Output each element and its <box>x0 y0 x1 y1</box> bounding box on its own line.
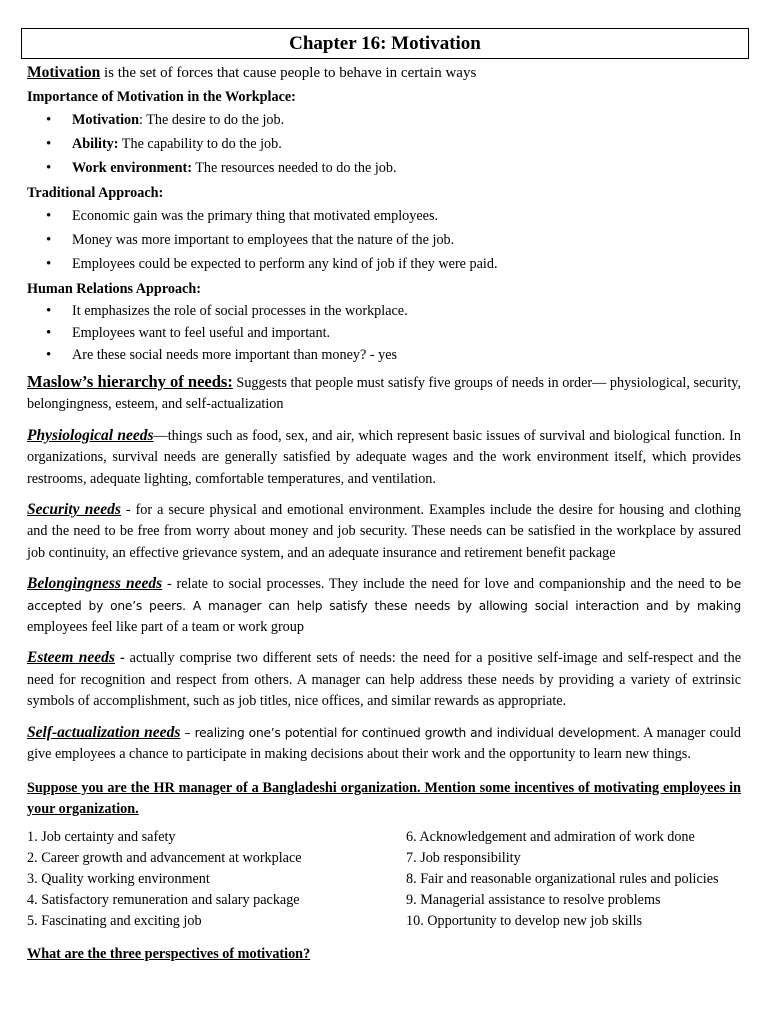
list-item: 8. Fair and reasonable organizational rules and policies <box>406 870 719 887</box>
list-item: 1. Job certainty and safety <box>27 828 176 845</box>
item-label: Work environment: <box>72 160 192 176</box>
document-page <box>27 0 741 965</box>
physiological-term: Physiological needs <box>27 426 154 444</box>
belongingness-term: Belongingness needs <box>27 575 163 593</box>
belongingness-text-sans: to be accepted by one’s peers. A manager can help satisfy these needs by allowing social interaction and by making <box>27 577 741 613</box>
item-label: Ability: <box>72 136 119 152</box>
list-item: • Economic gain was the primary thing that motivated employees. <box>27 204 741 228</box>
security-paragraph <box>27 499 741 564</box>
motivation-definition <box>27 62 741 84</box>
maslow-text: Suggests that people must satisfy five groups of needs in order— physiological, security, belongingness, esteem, and self-actualization <box>27 375 741 413</box>
list-item: • Employees could be expected to perform any kind of job if they were paid. <box>27 252 741 276</box>
belongingness-paragraph <box>27 573 741 638</box>
list-item: • Money was more important to employees that the nature of the job. <box>27 228 741 252</box>
esteem-term: Esteem needs <box>27 649 115 667</box>
importance-list <box>27 108 741 180</box>
physiological-paragraph <box>27 425 741 490</box>
incentives-left-column <box>27 827 406 933</box>
list-item: • Employees want to feel useful and important. <box>27 322 741 344</box>
list-item: 6. Acknowledgement and admiration of work done <box>406 828 695 845</box>
list-item: 10. Opportunity to develop new job skills <box>406 913 643 930</box>
esteem-dash: - <box>114 650 125 667</box>
importance-heading: Importance of Motivation in the Workplace: <box>27 89 296 105</box>
item-text: The resources needed to do the job. <box>191 160 397 176</box>
human-relations-heading: Human Relations Approach: <box>27 281 201 297</box>
list-item: 4. Satisfactory remuneration and salary package <box>27 892 300 909</box>
list-item: 3. Quality working environment <box>27 870 210 887</box>
self-actualization-term: Self-actualization needs <box>27 723 181 741</box>
list-item: 2. Career growth and advancement at workplace <box>27 849 302 866</box>
list-item: 9. Managerial assistance to resolve problems <box>406 892 661 909</box>
item-label: Motivation <box>72 112 139 128</box>
esteem-text: actually comprise two different sets of needs: the need for a positive self-image and self-respect and the need for recognition and respect from others. A manager can help address these needs by providing a variety of extrinsic symbols of accomplishment, such as job titles, nice offices, and similar rewards as appropriate. <box>27 650 741 710</box>
chapter-title: Chapter 16: Motivation <box>21 28 749 59</box>
physiological-text: —things such as food, sex, and air, which represent basic issues of survival and biological function. In organizations, survival needs are generally satisfied by adequate wages and the work environment itself, which provides restrooms, adequate lighting, comfortable temperatures, and ventilation. <box>27 427 741 487</box>
security-term: Security needs <box>27 501 121 519</box>
list-item: • Are these social needs more important than money? - yes <box>27 344 741 366</box>
list-item <box>27 132 741 156</box>
self-actualization-paragraph <box>27 722 741 766</box>
list-item: • It emphasizes the role of social processes in the workplace. <box>27 300 741 322</box>
item-text: The capability to do the job. <box>118 136 282 152</box>
item-text: : The desire to do the job. <box>139 112 285 128</box>
self-actualization-text-sans: – realizing one’s potential for continued growth and individual development. <box>180 725 640 740</box>
maslow-term: Maslow’s hierarchy of needs: <box>27 372 233 391</box>
list-item: 5. Fascinating and exciting job <box>27 913 202 930</box>
incentives-list <box>27 827 741 933</box>
list-item <box>27 108 741 132</box>
human-relations-list <box>27 300 741 366</box>
belongingness-text-end: employees feel like part of a team or work group <box>27 619 304 636</box>
maslow-paragraph <box>27 371 741 416</box>
list-item: 7. Job responsibility <box>406 849 521 866</box>
perspectives-question: What are the three perspectives of motivation? <box>27 945 311 962</box>
esteem-paragraph <box>27 647 741 712</box>
list-item <box>27 156 741 180</box>
security-text: - for a secure physical and emotional environment. Examples include the desire for housing and clothing and the need to be free from worry about money and job security. These needs can be satisfied in the workplace by assured job continuity, an effective grievance system, and an adequate insurance and retirement benefit package <box>27 502 742 561</box>
self-actualization-text: A manager could give employees a chance to participate in making decisions about their work and the opportunity to learn new things. <box>27 724 742 763</box>
traditional-list <box>27 204 741 276</box>
belongingness-text: - relate to social processes. They include the need for love and companionship and the need <box>162 576 710 593</box>
incentives-right-column <box>406 827 719 933</box>
traditional-heading: Traditional Approach: <box>27 185 164 201</box>
definition-text: is the set of forces that cause people to behave in certain ways <box>100 65 477 81</box>
definition-term: Motivation <box>27 64 101 81</box>
incentives-question: Suppose you are the HR manager of a Bangladeshi organization. Mention some incentives of motivating employees in your organization. <box>27 779 741 817</box>
